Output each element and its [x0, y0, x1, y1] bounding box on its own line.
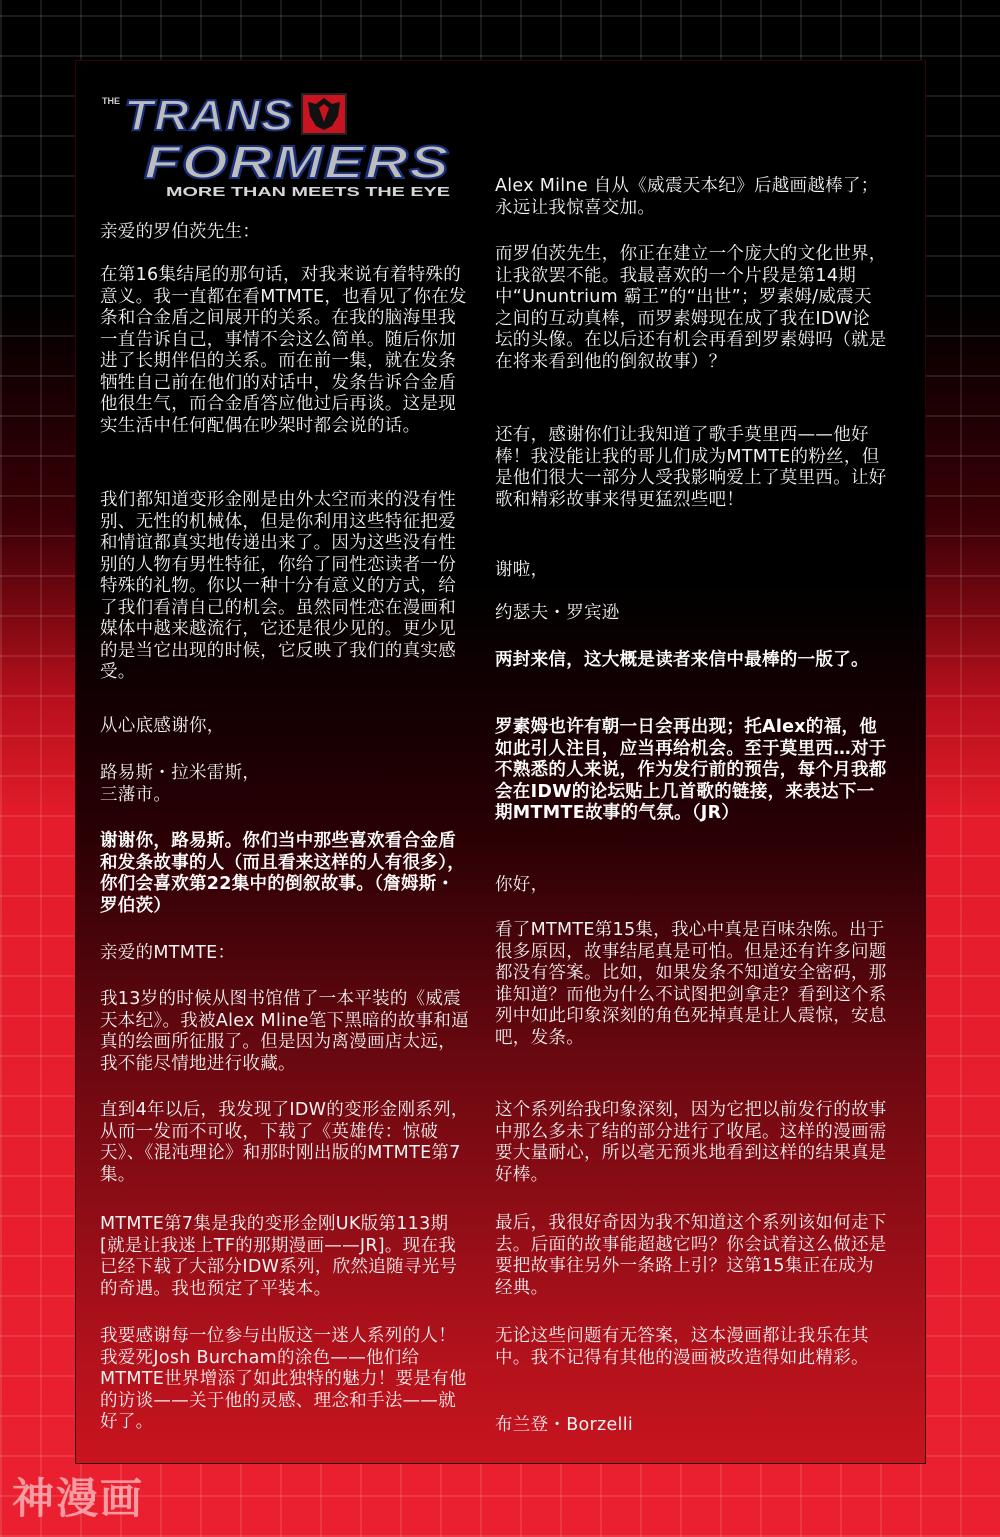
closing: 谢啦， [495, 560, 549, 580]
transformers-logo [100, 86, 460, 206]
signature: 路易斯・拉米雷斯， 三藩市。 [100, 763, 261, 805]
logo-line1: TRANS [124, 91, 294, 140]
editor-reply: 谢谢你，路易斯。你们当中那些喜欢看合金盾和发条故事的人（而且看来这样的人有很多），你们会喜欢第22集中的倒叙故事。（詹姆斯・罗伯茨） [100, 831, 466, 916]
letter-paragraph: MTMTE第7集是我的变形金刚UK版第113期[就是让我迷上TF的那期漫画——JR]。现在我已经下载了大部分IDW系列，欣然追随寻光号的奇遇。我也预定了平装本。 [100, 1214, 458, 1299]
logo-small-text: THE [102, 96, 120, 106]
watermark: 神漫画 [12, 1474, 145, 1523]
letter-paragraph: 我要感谢每一位参与出版这一迷人系列的人！我爱死Josh Burcham的涂色——他们给MTMTE世界增添了如此独特的魅力！要是有他的访谈——关于他的灵感、理念和手法——就好了。 [100, 1326, 467, 1432]
letter-paragraph: 最后，我很好奇因为我不知道这个系列该如何走下去。后面的故事能超越它吗？你会试着这么做还是要把故事往另外一条路上引？这第15集正在成为经典。 [495, 1213, 887, 1298]
autobot-insignia-icon [302, 94, 346, 134]
letter-paragraph: 直到4年以后，我发现了IDW的变形金刚系列，从而一发而不可收，下载了《英雄传：惊破天》、《混沌理论》和那时刚出版的MTMTE第7集。 [100, 1100, 469, 1185]
letter-paragraph: 我们都知道变形金刚是由外太空而来的没有性别、无性的机械体，但是你利用这些特征把爱和情谊都真实地传递出来了。因为这些没有性别的人物有男性特征，你给了同性恋读者一份特殊的礼物。你以一种十分有意义的方式，给了我们看清自己的机会。虽然同性恋在漫画和媒体中越来越流行，它还是很少见的。更少见的是当它出现的时候，它反映了我们的真实感受。 [100, 490, 456, 682]
logo-line2: FORMERS [144, 136, 450, 188]
salutation: 亲爱的罗伯茨先生： [100, 222, 261, 242]
letter-paragraph: 还有，感谢你们让我知道了歌手莫里西——他好棒！我没能让我的哥儿们成为MTMTE的粉丝，但是他们很大一部分人受我影响爱上了莫里西。让好歌和精彩故事来得更猛烈些吧！ [495, 425, 887, 510]
salutation: 你好， [495, 875, 549, 895]
salutation: 亲爱的MTMTE： [100, 943, 236, 963]
letter-paragraph: Alex Milne 自从《威震天本纪》后越画越棒了；永远让我惊喜交加。 [495, 176, 879, 218]
signature: 约瑟夫・罗宾逊 [495, 603, 620, 623]
editor-reply: 罗素姆也许有朝一日会再出现；托Alex的福，他如此引人注目，应当再给机会。至于莫里西…对于不熟悉的人来说，作为发行前的预告，每个月我都会在IDW的论坛贴上几首歌的链接，来表达下一期MTMTE故事的气氛。（JR） [495, 717, 887, 823]
letter-paragraph: 我13岁的时候从图书馆借了一本平装的《威震天本纪》。我被Alex Mline笔下黑暗的故事和逼真的绘画所征服了。但是因为离漫画店太远，我不能尽情地进行收藏。 [100, 989, 469, 1074]
letter-paragraph: 这个系列给我印象深刻，因为它把以前发行的故事中那么多未了结的部分进行了收尾。这样的漫画需要大量耐心，所以毫无预兆地看到这样的结果真是好棒。 [495, 1100, 887, 1185]
letter-paragraph: 而罗伯茨先生，你正在建立一个庞大的文化世界，让我欲罢不能。我最喜欢的一个片段是第14期中“Ununtrium 霸王”的“出世”；罗素姆/威震天之间的互动真棒，而罗素姆现在成了我在IDW论坛的头像。在以后还有机会再看到罗素姆吗（就是在将来看到他的倒叙故事）？ [495, 244, 887, 372]
logo-tagline: MORE THAN MEETS THE EYE [166, 184, 451, 199]
letter-paragraph: 在第16集结尾的那句话，对我来说有着特殊的意义。我一直都在看MTMTE，也看见了你在发条和合金盾之间展开的关系。在我的脑海里我一直告诉自己，事情不会这么简单。随后你加进了长期伴侣的关系。而在前一集，就在发条牺牲自己前在他们的对话中，发条告诉合金盾他很生气，而合金盾答应他过后再谈。这是现实生活中任何配偶在吵架时都会说的话。 [100, 265, 467, 436]
letter-paragraph: 无论这些问题有无答案，这本漫画都让我乐在其中。我不记得有其他的漫画被改造得如此精彩。 [495, 1326, 869, 1368]
closing: 从心底感谢你， [100, 716, 225, 736]
editor-reply: 两封来信，这大概是读者来信中最棒的一版了。 [495, 650, 869, 670]
signature: 布兰登・Borzelli [495, 1415, 634, 1435]
letter-paragraph: 看了MTMTE第15集，我心中真是百味杂陈。出于很多原因，故事结尾真是可怕。但是还有许多问题都没有答案。比如，如果发条不知道安全密码，那谁知道？而他为什么不试图把剑拿走？看到这个系列中如此印象深刻的角色死掉真是让人震惊，安息吧，发条。 [495, 920, 887, 1048]
